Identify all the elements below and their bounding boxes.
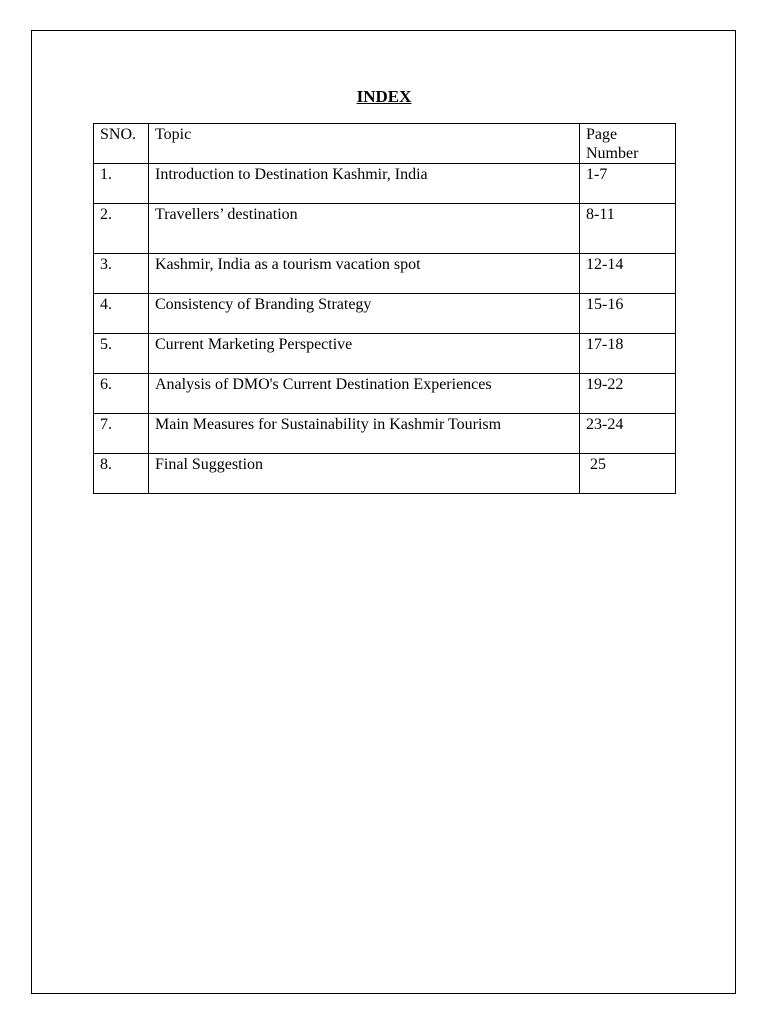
column-header-page-number: Page Number xyxy=(580,124,676,164)
row-sno: 7. xyxy=(94,414,149,454)
row-topic: Kashmir, India as a tourism vacation spot xyxy=(149,254,580,294)
table-row xyxy=(94,414,676,454)
row-pages: 23-24 xyxy=(580,414,676,454)
row-sno: 5. xyxy=(94,334,149,374)
row-sno: 1. xyxy=(94,164,149,204)
index-table xyxy=(93,123,676,494)
column-header-sno: SNO. xyxy=(94,124,149,164)
row-pages: 1-7 xyxy=(580,164,676,204)
row-sno: 4. xyxy=(94,294,149,334)
row-sno: 8. xyxy=(94,454,149,494)
row-topic: Main Measures for Sustainability in Kashmir Tourism xyxy=(149,414,580,454)
row-pages: 25 xyxy=(580,454,676,494)
table-header-row xyxy=(94,124,676,164)
table-row xyxy=(94,254,676,294)
row-pages: 8-11 xyxy=(580,204,676,254)
table-row xyxy=(94,454,676,494)
row-sno: 6. xyxy=(94,374,149,414)
row-sno: 2. xyxy=(94,204,149,254)
row-topic: Analysis of DMO's Current Destination Experiences xyxy=(149,374,580,414)
row-pages: 15-16 xyxy=(580,294,676,334)
column-header-topic: Topic xyxy=(149,124,580,164)
row-topic: Introduction to Destination Kashmir, India xyxy=(149,164,580,204)
row-pages: 17-18 xyxy=(580,334,676,374)
row-topic: Current Marketing Perspective xyxy=(149,334,580,374)
row-topic: Final Suggestion xyxy=(149,454,580,494)
table-row xyxy=(94,334,676,374)
table-row xyxy=(94,374,676,414)
table-row xyxy=(94,164,676,204)
row-topic: Consistency of Branding Strategy xyxy=(149,294,580,334)
row-pages: 12-14 xyxy=(580,254,676,294)
row-sno: 3. xyxy=(94,254,149,294)
page-title: INDEX xyxy=(356,87,412,106)
table-row xyxy=(94,294,676,334)
table-row xyxy=(94,204,676,254)
row-pages: 19-22 xyxy=(580,374,676,414)
row-topic: Travellers’ destination xyxy=(149,204,580,254)
